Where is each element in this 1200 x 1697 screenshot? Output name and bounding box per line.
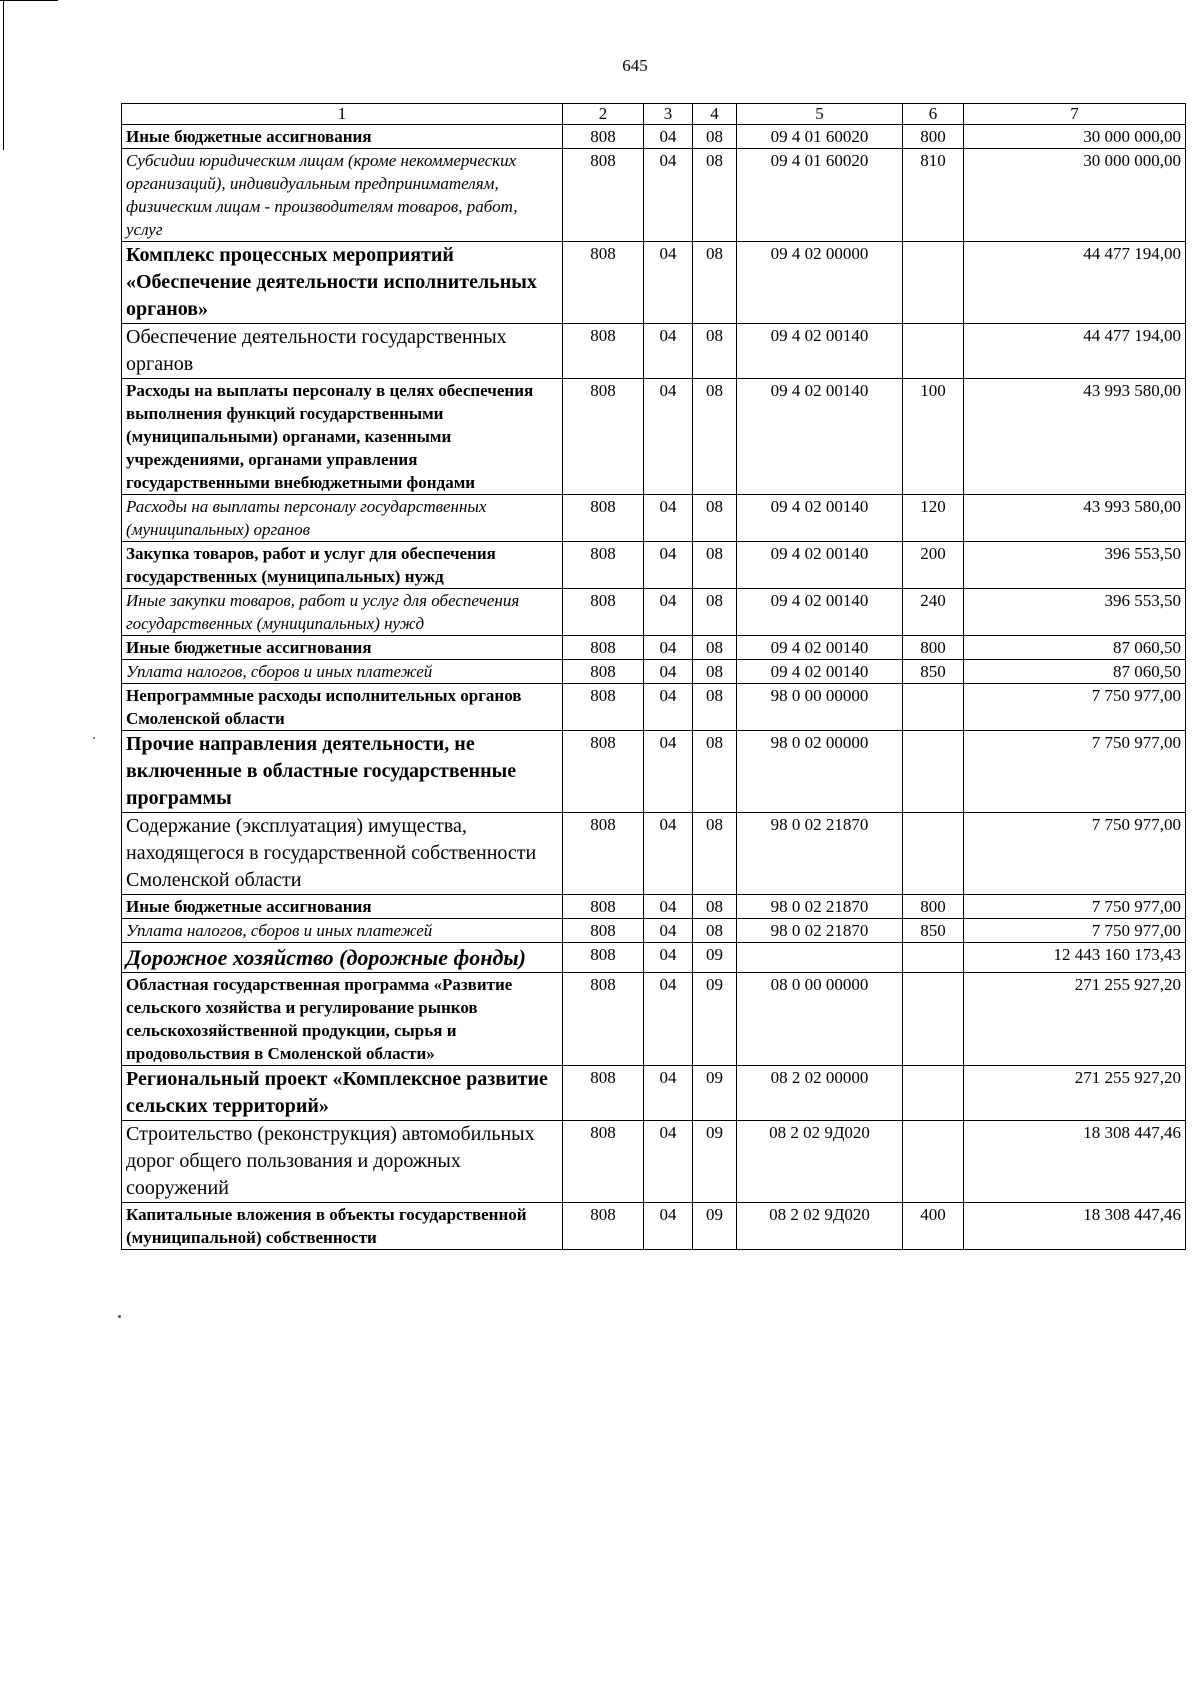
- code-subsection: 09: [693, 1066, 737, 1121]
- code-ministry: 808: [563, 589, 644, 636]
- budget-table: [121, 103, 1186, 1250]
- row-name: Иные бюджетные ассигнования: [122, 636, 563, 660]
- code-subsection: 08: [693, 684, 737, 731]
- table-row: [122, 589, 1186, 636]
- code-expense-type: [903, 684, 964, 731]
- code-expense-type: [903, 973, 964, 1066]
- row-name: Непрограммные расходы исполнительных органов Смоленской области: [122, 684, 563, 731]
- code-target-article: 98 0 02 21870: [737, 895, 903, 919]
- code-ministry: 808: [563, 324, 644, 379]
- code-section: 04: [644, 324, 693, 379]
- header-cell-5: 5: [737, 104, 903, 125]
- code-target-article: 98 0 00 00000: [737, 684, 903, 731]
- code-subsection: 08: [693, 542, 737, 589]
- table-row: [122, 149, 1186, 242]
- code-section: 04: [644, 542, 693, 589]
- amount: 7 750 977,00: [964, 731, 1186, 813]
- code-subsection: 08: [693, 895, 737, 919]
- code-expense-type: [903, 943, 964, 973]
- row-name: Уплата налогов, сборов и иных платежей: [122, 919, 563, 943]
- code-section: 04: [644, 973, 693, 1066]
- code-expense-type: 240: [903, 589, 964, 636]
- table-row: [122, 542, 1186, 589]
- table-row: [122, 973, 1186, 1066]
- code-subsection: 09: [693, 943, 737, 973]
- amount: 271 255 927,20: [964, 973, 1186, 1066]
- amount: 87 060,50: [964, 636, 1186, 660]
- row-name: Дорожное хозяйство (дорожные фонды): [122, 943, 563, 973]
- code-ministry: 808: [563, 636, 644, 660]
- row-name: Капитальные вложения в объекты государственной (муниципальной) собственности: [122, 1203, 563, 1250]
- header-cell-6: 6: [903, 104, 964, 125]
- amount: 18 308 447,46: [964, 1203, 1186, 1250]
- table-row: [122, 636, 1186, 660]
- scan-speck: [118, 1315, 121, 1318]
- code-section: 04: [644, 895, 693, 919]
- code-section: 04: [644, 684, 693, 731]
- code-section: 04: [644, 660, 693, 684]
- code-subsection: 08: [693, 589, 737, 636]
- code-section: 04: [644, 589, 693, 636]
- table-row: [122, 125, 1186, 149]
- code-subsection: 08: [693, 636, 737, 660]
- code-target-article: 09 4 01 60020: [737, 125, 903, 149]
- row-name: Закупка товаров, работ и услуг для обеспечения государственных (муниципальных) нужд: [122, 542, 563, 589]
- code-target-article: 98 0 02 00000: [737, 731, 903, 813]
- code-subsection: 08: [693, 149, 737, 242]
- code-target-article: 09 4 02 00140: [737, 379, 903, 495]
- code-ministry: 808: [563, 684, 644, 731]
- code-ministry: 808: [563, 1121, 644, 1203]
- code-subsection: 08: [693, 242, 737, 324]
- row-name: Иные закупки товаров, работ и услуг для обеспечения государственных (муниципальных) нужд: [122, 589, 563, 636]
- code-expense-type: 810: [903, 149, 964, 242]
- code-expense-type: [903, 813, 964, 895]
- row-name: Иные бюджетные ассигнования: [122, 125, 563, 149]
- code-subsection: 08: [693, 919, 737, 943]
- code-expense-type: 850: [903, 660, 964, 684]
- code-target-article: [737, 943, 903, 973]
- code-target-article: 08 2 02 00000: [737, 1066, 903, 1121]
- table-row: [122, 731, 1186, 813]
- amount: 7 750 977,00: [964, 895, 1186, 919]
- table-row: [122, 684, 1186, 731]
- code-subsection: 08: [693, 813, 737, 895]
- code-target-article: 09 4 02 00140: [737, 542, 903, 589]
- code-target-article: 09 4 02 00140: [737, 495, 903, 542]
- amount: 30 000 000,00: [964, 149, 1186, 242]
- code-subsection: 08: [693, 731, 737, 813]
- code-expense-type: 400: [903, 1203, 964, 1250]
- header-cell-1: 1: [122, 104, 563, 125]
- code-subsection: 08: [693, 495, 737, 542]
- scan-speck: [93, 737, 95, 739]
- code-expense-type: 850: [903, 919, 964, 943]
- table-row: [122, 1066, 1186, 1121]
- amount: 396 553,50: [964, 589, 1186, 636]
- amount: 396 553,50: [964, 542, 1186, 589]
- amount: 7 750 977,00: [964, 813, 1186, 895]
- table-row: [122, 379, 1186, 495]
- code-target-article: 09 4 02 00140: [737, 660, 903, 684]
- row-name: Обеспечение деятельности государственных органов: [122, 324, 563, 379]
- code-ministry: 808: [563, 1066, 644, 1121]
- amount: 12 443 160 173,43: [964, 943, 1186, 973]
- code-target-article: 08 2 02 9Д020: [737, 1121, 903, 1203]
- table-row: [122, 1121, 1186, 1203]
- table-row: [122, 895, 1186, 919]
- code-expense-type: 800: [903, 125, 964, 149]
- table-row: [122, 1203, 1186, 1250]
- amount: 43 993 580,00: [964, 495, 1186, 542]
- table-row: [122, 919, 1186, 943]
- code-target-article: 98 0 02 21870: [737, 919, 903, 943]
- code-expense-type: 120: [903, 495, 964, 542]
- code-ministry: 808: [563, 895, 644, 919]
- code-subsection: 09: [693, 973, 737, 1066]
- row-name: Строительство (реконструкция) автомобильных дорог общего пользования и дорожных сооружений: [122, 1121, 563, 1203]
- code-target-article: 98 0 02 21870: [737, 813, 903, 895]
- amount: 43 993 580,00: [964, 379, 1186, 495]
- row-name: Прочие направления деятельности, не включенные в областные государственные программы: [122, 731, 563, 813]
- code-ministry: 808: [563, 379, 644, 495]
- code-target-article: 09 4 02 00140: [737, 589, 903, 636]
- code-expense-type: [903, 1066, 964, 1121]
- table-row: [122, 660, 1186, 684]
- amount: 7 750 977,00: [964, 919, 1186, 943]
- code-target-article: 09 4 01 60020: [737, 149, 903, 242]
- code-section: 04: [644, 1203, 693, 1250]
- row-name: Областная государственная программа «Развитие сельского хозяйства и регулирование рынков сельскохозяйственной продукции, сырья и продовольствия в Смоленской области»: [122, 973, 563, 1066]
- code-section: 04: [644, 636, 693, 660]
- code-target-article: 08 0 00 00000: [737, 973, 903, 1066]
- code-section: 04: [644, 379, 693, 495]
- table-row: [122, 813, 1186, 895]
- row-name: Региональный проект «Комплексное развитие сельских территорий»: [122, 1066, 563, 1121]
- code-expense-type: 200: [903, 542, 964, 589]
- code-ministry: 808: [563, 1203, 644, 1250]
- code-section: 04: [644, 919, 693, 943]
- header-row: [122, 104, 1186, 125]
- code-target-article: 09 4 02 00140: [737, 324, 903, 379]
- code-ministry: 808: [563, 542, 644, 589]
- table-row: [122, 324, 1186, 379]
- code-ministry: 808: [563, 973, 644, 1066]
- code-section: 04: [644, 943, 693, 973]
- amount: 18 308 447,46: [964, 1121, 1186, 1203]
- code-subsection: 08: [693, 324, 737, 379]
- code-section: 04: [644, 495, 693, 542]
- table-row: [122, 495, 1186, 542]
- code-section: 04: [644, 813, 693, 895]
- row-name: Субсидии юридическим лицам (кроме некоммерческих организаций), индивидуальным предпринимателям, физическим лицам - производителям товаров, работ, услуг: [122, 149, 563, 242]
- code-ministry: 808: [563, 242, 644, 324]
- code-section: 04: [644, 1121, 693, 1203]
- header-cell-2: 2: [563, 104, 644, 125]
- code-section: 04: [644, 149, 693, 242]
- row-name: Уплата налогов, сборов и иных платежей: [122, 660, 563, 684]
- header-cell-7: 7: [964, 104, 1186, 125]
- row-name: Расходы на выплаты персоналу государственных (муниципальных) органов: [122, 495, 563, 542]
- code-expense-type: [903, 731, 964, 813]
- header-cell-4: 4: [693, 104, 737, 125]
- amount: 87 060,50: [964, 660, 1186, 684]
- row-name: Комплекс процессных мероприятий «Обеспечение деятельности исполнительных органов»: [122, 242, 563, 324]
- amount: 7 750 977,00: [964, 684, 1186, 731]
- code-section: 04: [644, 731, 693, 813]
- code-ministry: 808: [563, 125, 644, 149]
- code-ministry: 808: [563, 919, 644, 943]
- table-row: [122, 943, 1186, 973]
- code-subsection: 08: [693, 125, 737, 149]
- row-name: Иные бюджетные ассигнования: [122, 895, 563, 919]
- code-subsection: 08: [693, 379, 737, 495]
- code-ministry: 808: [563, 495, 644, 542]
- code-expense-type: [903, 1121, 964, 1203]
- amount: 30 000 000,00: [964, 125, 1186, 149]
- code-subsection: 09: [693, 1203, 737, 1250]
- code-expense-type: 800: [903, 636, 964, 660]
- code-target-article: 09 4 02 00000: [737, 242, 903, 324]
- code-ministry: 808: [563, 943, 644, 973]
- code-expense-type: [903, 242, 964, 324]
- code-ministry: 808: [563, 813, 644, 895]
- code-target-article: 09 4 02 00140: [737, 636, 903, 660]
- scan-border-top: [0, 0, 58, 1]
- code-section: 04: [644, 1066, 693, 1121]
- table-row: [122, 242, 1186, 324]
- row-name: Содержание (эксплуатация) имущества, находящегося в государственной собственности Смоленской области: [122, 813, 563, 895]
- code-ministry: 808: [563, 660, 644, 684]
- code-ministry: 808: [563, 149, 644, 242]
- code-subsection: 08: [693, 660, 737, 684]
- amount: 44 477 194,00: [964, 242, 1186, 324]
- code-expense-type: 800: [903, 895, 964, 919]
- amount: 271 255 927,20: [964, 1066, 1186, 1121]
- code-target-article: 08 2 02 9Д020: [737, 1203, 903, 1250]
- code-section: 04: [644, 242, 693, 324]
- code-ministry: 808: [563, 731, 644, 813]
- page-number: 645: [622, 56, 648, 75]
- amount: 44 477 194,00: [964, 324, 1186, 379]
- code-subsection: 09: [693, 1121, 737, 1203]
- code-expense-type: 100: [903, 379, 964, 495]
- code-expense-type: [903, 324, 964, 379]
- row-name: Расходы на выплаты персоналу в целях обеспечения выполнения функций государственными (муниципальными) органами, казенными учреждениями, органами управления государственными внебюджетными фондами: [122, 379, 563, 495]
- header-cell-3: 3: [644, 104, 693, 125]
- code-section: 04: [644, 125, 693, 149]
